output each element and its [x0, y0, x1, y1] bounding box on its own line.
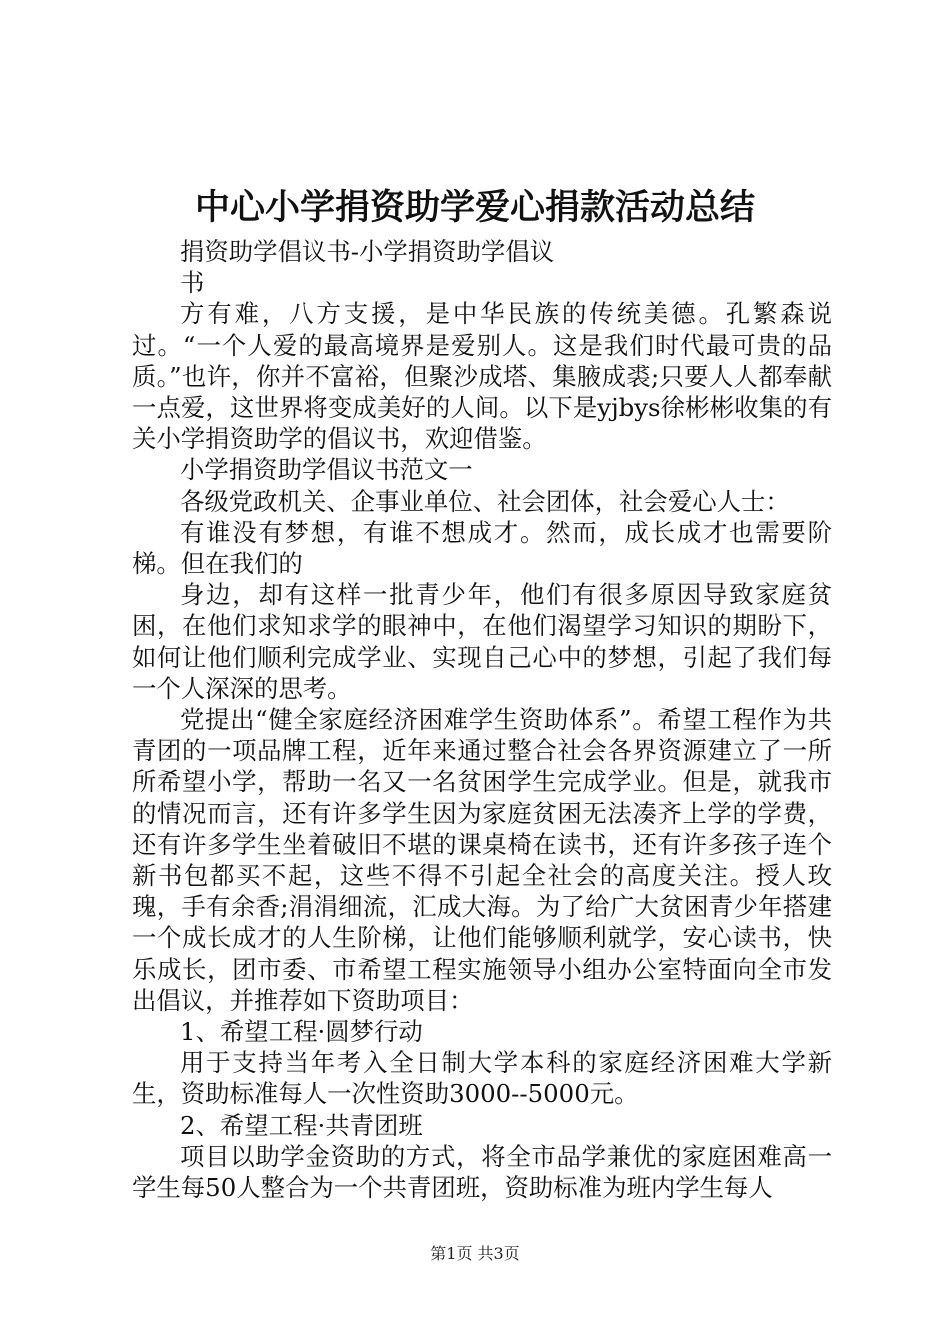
paragraph: 身边，却有这样一批青少年，他们有很多原因导致家庭贫困，在他们求知求学的眼神中，在他们渴望学习知识的期盼下，如何让他们顺利完成学业、实现自己心中的梦想，引起了我们每一个人深深的思考。 [132, 580, 832, 703]
project-heading: 2、希望工程·共青团班 [180, 1110, 423, 1140]
paragraph: 方有难，八方支援，是中华民族的传统美德。孔繁森说过。“一个人爱的最高境界是爱别人。这是我们时代最可贵的品质。”也许，你并不富裕，但聚沙成塔、集腋成裘;只要人人都奉献一点爱，这世界将变成美好的人间。以下是yjbys徐彬彬收集的有关小学捐资助学的倡议书，欢迎借鉴。 [132, 299, 832, 454]
document-body [132, 236, 832, 1203]
salutation: 各级党政机关、企事业单位、社会团体，社会爱心人士： [180, 486, 790, 516]
paragraph: 捐资助学倡议书-小学捐资助学倡议 [180, 237, 555, 266]
paragraph: 用于支持当年考入全日制大学本科的家庭经济困难大学新生，资助标准每人一次性资助3000--5000元。 [132, 1048, 832, 1109]
section-heading: 小学捐资助学倡议书范文一 [180, 455, 473, 485]
paragraph: 有谁没有梦想，有谁不想成才。然而，成长成才也需要阶梯。但在我们的 [132, 517, 832, 579]
paragraph: 项目以助学金资助的方式，将全市品学兼优的家庭困难高一学生每50人整合为一个共青团班，资助标准为班内学生每人 [132, 1141, 832, 1203]
paragraph: 书 [180, 268, 205, 298]
page-number: 第1页 共3页 [430, 1244, 520, 1263]
project-heading: 1、希望工程·圆梦行动 [180, 1017, 423, 1047]
paragraph: 党提出“健全家庭经济困难学生资助体系”。希望工程作为共青团的一项品牌工程，近年来通过整合社会各界资源建立了一所所希望小学，帮助一名又一名贫困学生完成学业。但是，就我市的情况而言，还有许多学生因为家庭贫困无法凑齐上学的学费，还有许多学生坐着破旧不堪的课桌椅在读书，还有许多孩子连个新书包都买不起，这些不得不引起全社会的高度关注。授人玫瑰，手有余香;涓涓细流，汇成大海。为了给广大贫困青少年搭建一个成长成才的人生阶梯，让他们能够顺利就学，安心读书，快乐成长，团市委、市希望工程实施领导小组办公室特面向全市发出倡议，并推荐如下资助项目： [132, 705, 832, 1015]
document-title: 中心小学捐资助学爱心捐款活动总结 [194, 187, 755, 228]
